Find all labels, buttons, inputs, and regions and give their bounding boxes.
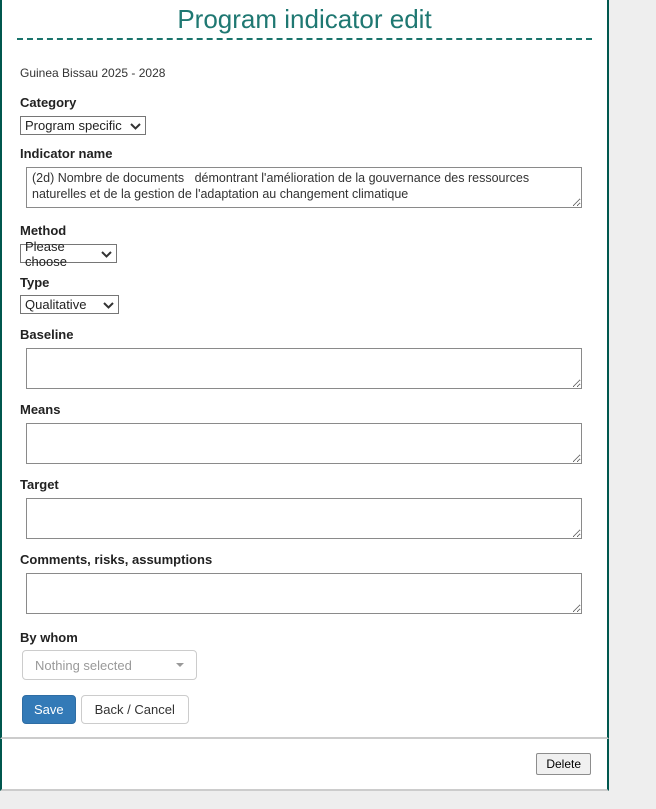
by-whom-label: By whom — [20, 630, 78, 645]
indicator-name-textarea[interactable] — [26, 167, 582, 208]
type-select[interactable] — [20, 295, 119, 314]
method-select-value: Please choose — [25, 238, 67, 269]
title-divider — [17, 38, 592, 40]
target-textarea[interactable] — [26, 498, 582, 539]
by-whom-dropdown-value: Nothing selected — [35, 657, 132, 673]
baseline-label: Baseline — [20, 327, 74, 342]
form-actions — [22, 695, 607, 724]
indicator-name-label: Indicator name — [20, 146, 113, 161]
type-label: Type — [20, 275, 50, 290]
category-select-value: Program specific — [25, 118, 122, 133]
means-label: Means — [20, 402, 61, 417]
delete-panel — [0, 739, 609, 791]
by-whom-dropdown[interactable] — [22, 650, 197, 680]
method-label: Method — [20, 223, 67, 238]
means-textarea[interactable] — [26, 423, 582, 464]
save-button[interactable]: Save — [22, 695, 76, 724]
category-select[interactable] — [20, 116, 146, 135]
back-cancel-button[interactable]: Back / Cancel — [81, 695, 189, 724]
comments-label: Comments, risks, assumptions — [20, 552, 213, 567]
target-label: Target — [20, 477, 59, 492]
caret-down-icon — [176, 663, 184, 667]
delete-button[interactable]: Delete — [536, 753, 591, 775]
method-select[interactable] — [20, 238, 117, 269]
chevron-down-icon — [103, 297, 114, 312]
type-select-value: Qualitative — [25, 297, 87, 312]
category-label: Category — [20, 95, 77, 110]
program-context-label: Guinea Bissau 2025 - 2028 — [20, 66, 166, 80]
baseline-textarea[interactable] — [26, 348, 582, 389]
chevron-down-icon — [130, 118, 141, 133]
page-title: Program indicator edit — [177, 4, 432, 34]
comments-textarea[interactable] — [26, 573, 582, 614]
chevron-down-icon — [101, 246, 112, 261]
